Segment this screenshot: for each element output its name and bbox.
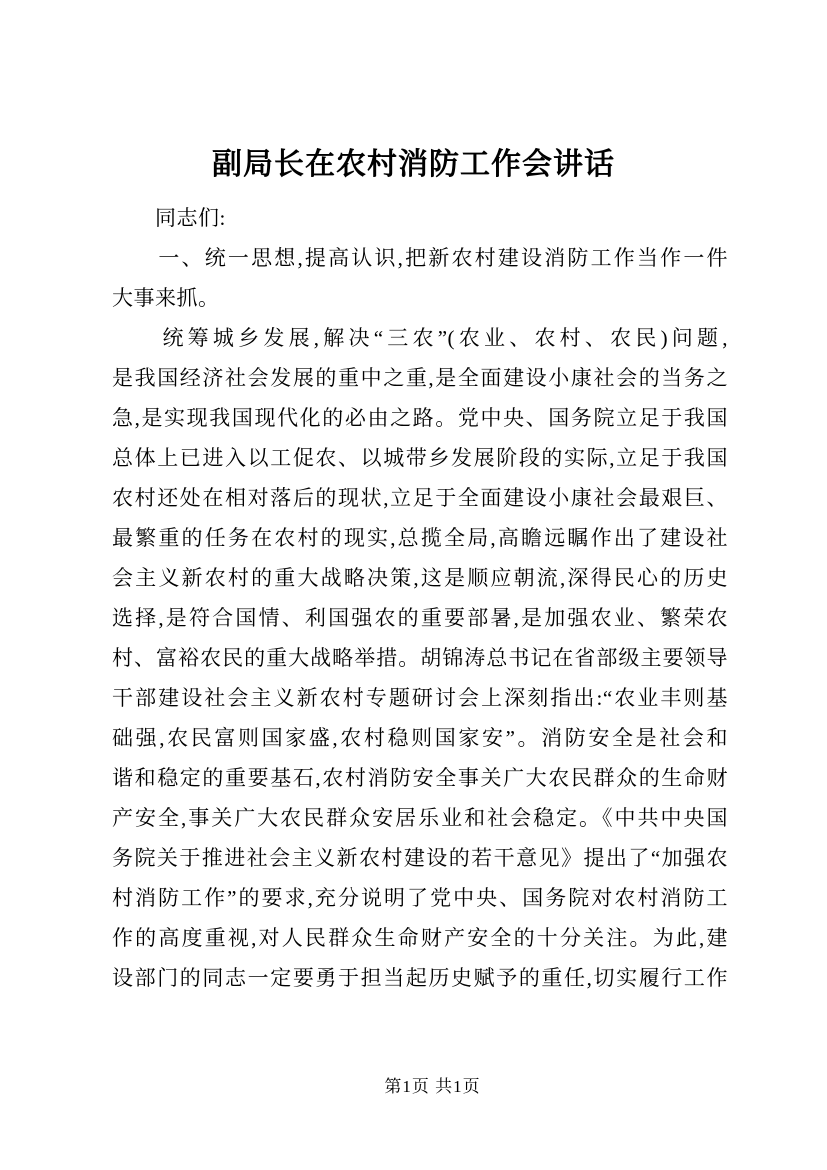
text-line: 急,是实现我国现代化的必由之路。党中央、国务院立足于我国	[112, 406, 728, 430]
text-line: 总体上已进入以工促农、以城带乡发展阶段的实际,立足于我国	[112, 446, 728, 470]
text-line: 统筹城乡发展,解决“三农”(农业、农村、农民)问题,	[112, 326, 728, 350]
text-line: 同志们:	[112, 206, 226, 230]
page-footer: 第1页 共1页	[384, 1077, 481, 1096]
text-line: 作的高度重视,对人民群众生命财产安全的十分关注。为此,建	[112, 926, 728, 950]
text-line: 会主义新农村的重大战略决策,这是顺应朝流,深得民心的历史	[112, 566, 728, 590]
text-line: 干部建设社会主义新农村专题研讨会上深刻指出:“农业丰则基	[112, 686, 728, 710]
text-line: 谐和稳定的重要基石,农村消防安全事关广大农民群众的生命财	[112, 766, 728, 790]
text-line: 是我国经济社会发展的重中之重,是全面建设小康社会的当务之	[112, 366, 728, 390]
text-line: 务院关于推进社会主义新农村建设的若干意见》提出了“加强农	[112, 846, 728, 870]
text-line: 村、富裕农民的重大战略举措。胡锦涛总书记在省部级主要领导	[112, 646, 728, 670]
text-line: 础强,农民富则国家盛,农村稳则国家安”。消防安全是社会和	[112, 726, 728, 750]
text-line: 一、统一思想,提高认识,把新农村建设消防工作当作一件	[112, 246, 728, 270]
document-title: 副局长在农村消防工作会讲话	[212, 148, 615, 181]
text-line: 农村还处在相对落后的现状,立足于全面建设小康社会最艰巨、	[112, 486, 728, 510]
text-line: 产安全,事关广大农民群众安居乐业和社会稳定。《中共中央国	[112, 806, 728, 830]
text-line: 选择,是符合国情、利国强农的重要部暑,是加强农业、繁荣农	[112, 606, 728, 630]
text-line: 村消防工作”的要求,充分说明了党中央、国务院对农村消防工	[112, 886, 728, 910]
text-line: 大事来抓。	[112, 286, 220, 310]
document-body	[112, 198, 728, 998]
text-line: 最繁重的任务在农村的现实,总揽全局,高瞻远瞩作出了建设社	[112, 526, 728, 550]
text-line: 设部门的同志一定要勇于担当起历史赋予的重任,切实履行工作	[112, 966, 728, 990]
